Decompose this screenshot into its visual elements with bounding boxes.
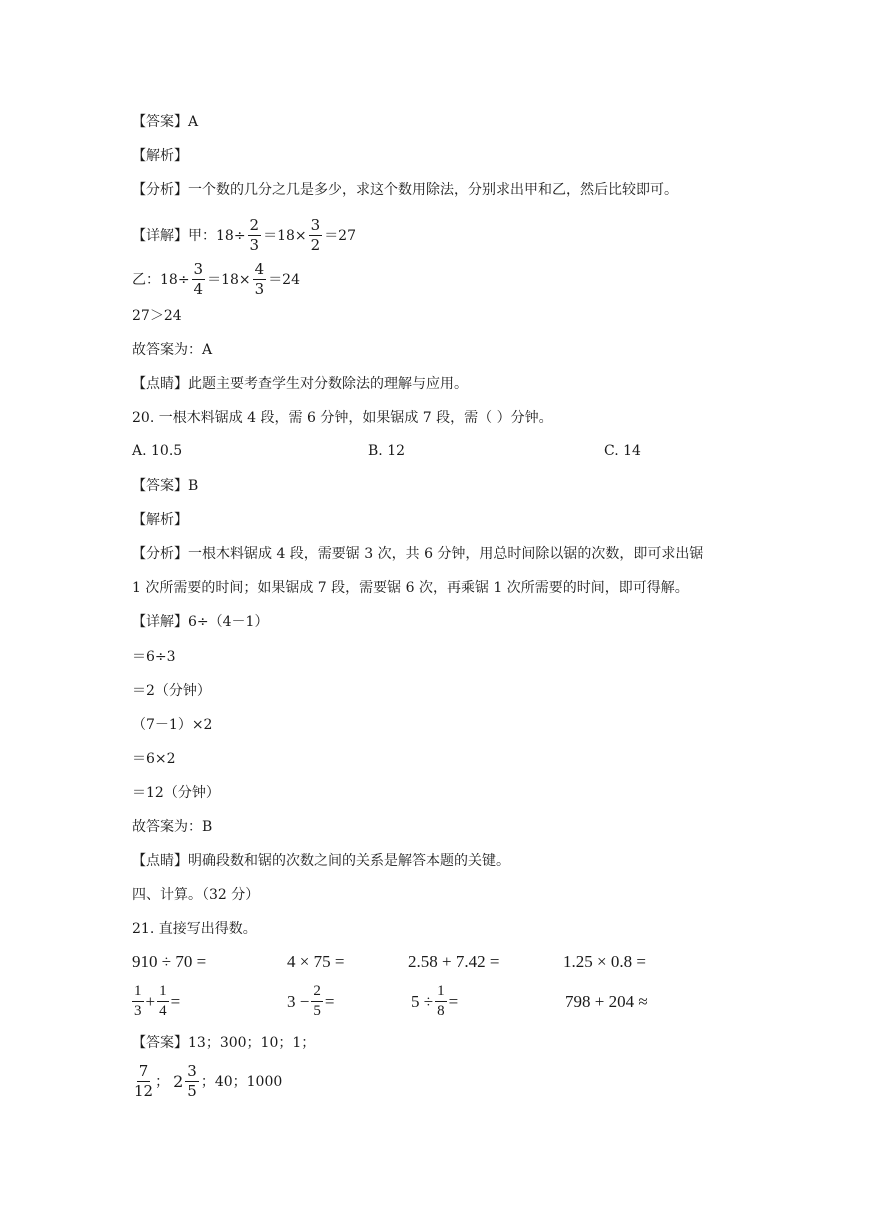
fraction-1-8: $\frac{1}{8}$ (437, 983, 445, 1019)
q21-expr-6: 3 − $\frac{2}{5}$ = (287, 983, 335, 1019)
section-four-heading: 四、计算。（32 分） (132, 887, 260, 903)
fraction-7-12: $\frac{7}{12}$ (134, 1062, 154, 1100)
q20-detail-3: ＝2（分钟） (132, 683, 211, 699)
q19-compare: 27＞24 (132, 308, 182, 324)
q19-final: 故答案为：A (132, 342, 213, 358)
fraction-2-5: $\frac{2}{5}$ (313, 983, 321, 1019)
q21-answer-line1: 【答案】13；300；10；1； (132, 1035, 316, 1051)
fraction-3-5: $\frac{3}{5}$ (187, 1062, 197, 1100)
q21-expr-3: 2.58 + 7.42 = (408, 952, 500, 971)
q20-answer: 【答案】B (132, 478, 199, 494)
q21-question: 21. 直接写出得数。 (132, 921, 257, 937)
q20-detail-6: ＝12（分钟） (132, 785, 220, 801)
fraction-3-2: $\frac{3}{2}$ (310, 216, 321, 254)
q20-option-b: B. 12 (368, 443, 406, 459)
q21-expr-2: 4 × 75 = (287, 952, 345, 971)
mixed-number-whole: 2 (173, 1071, 184, 1091)
q20-dianjing: 【点睛】明确段数和锯的次数之间的关系是解答本题的关键。 (132, 853, 510, 869)
q20-fenxi-line2: 1 次所需要的时间；如果锯成 7 段，需要锯 6 次，再乘锯 1 次所需要的时间，即可得解。 (132, 580, 689, 596)
q21-expr-4: 1.25 × 0.8 = (563, 952, 646, 971)
q20-option-a: A. 10.5 (132, 443, 183, 459)
q21-expr-8: 798 + 204 ≈ (565, 992, 648, 1011)
q20-analysis-heading: 【解析】 (132, 512, 188, 528)
q20-detail-4: （7－1）×2 (132, 717, 213, 733)
q20-final: 故答案为：B (132, 819, 213, 835)
fraction-1-3: $\frac{1}{3}$ (134, 983, 142, 1019)
q20-detail-2: ＝6÷3 (132, 649, 176, 665)
q19-detail-line (132, 218, 356, 253)
q19-yi-line (132, 262, 300, 297)
q19-answer: 【答案】A (132, 114, 199, 130)
q20-option-c: C. 14 (604, 443, 641, 459)
fraction-2-3: $\frac{2}{3}$ (249, 216, 260, 254)
q21-expr-1: 910 ÷ 70 = (132, 952, 207, 971)
q19-yi-result: ＝24 (268, 271, 301, 288)
q19-detail-result: ＝27 (324, 227, 357, 244)
q19-analysis-heading: 【解析】 (132, 148, 188, 164)
fraction-1-4: $\frac{1}{4}$ (159, 983, 167, 1019)
q19-fenxi: 【分析】一个数的几分之几是多少，求这个数用除法，分别求出甲和乙，然后比较即可。 (132, 182, 678, 198)
q19-yi-mid: ＝18× (207, 271, 251, 288)
q19-detail-mid: ＝18× (263, 227, 307, 244)
q20-detail-5: ＝6×2 (132, 751, 176, 767)
q20-fenxi-line1: 【分析】一根木料锯成 4 段，需要锯 3 次，共 6 分钟，用总时间除以锯的次数，即可求出锯 (132, 546, 704, 562)
q19-yi-prefix: 乙：18÷ (132, 271, 190, 288)
q21-answer-line2: $\frac{7}{12}$ ； 2 $\frac{3}{5}$ ；40；1000 (134, 1062, 283, 1100)
fraction-4-3: $\frac{4}{3}$ (254, 260, 265, 298)
q21-expr-7: 5 ÷ $\frac{1}{8}$ = (411, 983, 459, 1019)
q19-detail-prefix: 【详解】甲：18÷ (132, 227, 246, 244)
fraction-3-4: $\frac{3}{4}$ (193, 260, 204, 298)
q20-detail-1: 【详解】6÷（4－1） (132, 614, 269, 630)
q20-question: 20. 一根木料锯成 4 段，需 6 分钟，如果锯成 7 段，需（ ）分钟。 (132, 410, 553, 426)
q21-expr-5: $\frac{1}{3}$ + $\frac{1}{4}$ = (134, 983, 181, 1019)
q19-dianjing: 【点睛】此题主要考查学生对分数除法的理解与应用。 (132, 376, 468, 392)
